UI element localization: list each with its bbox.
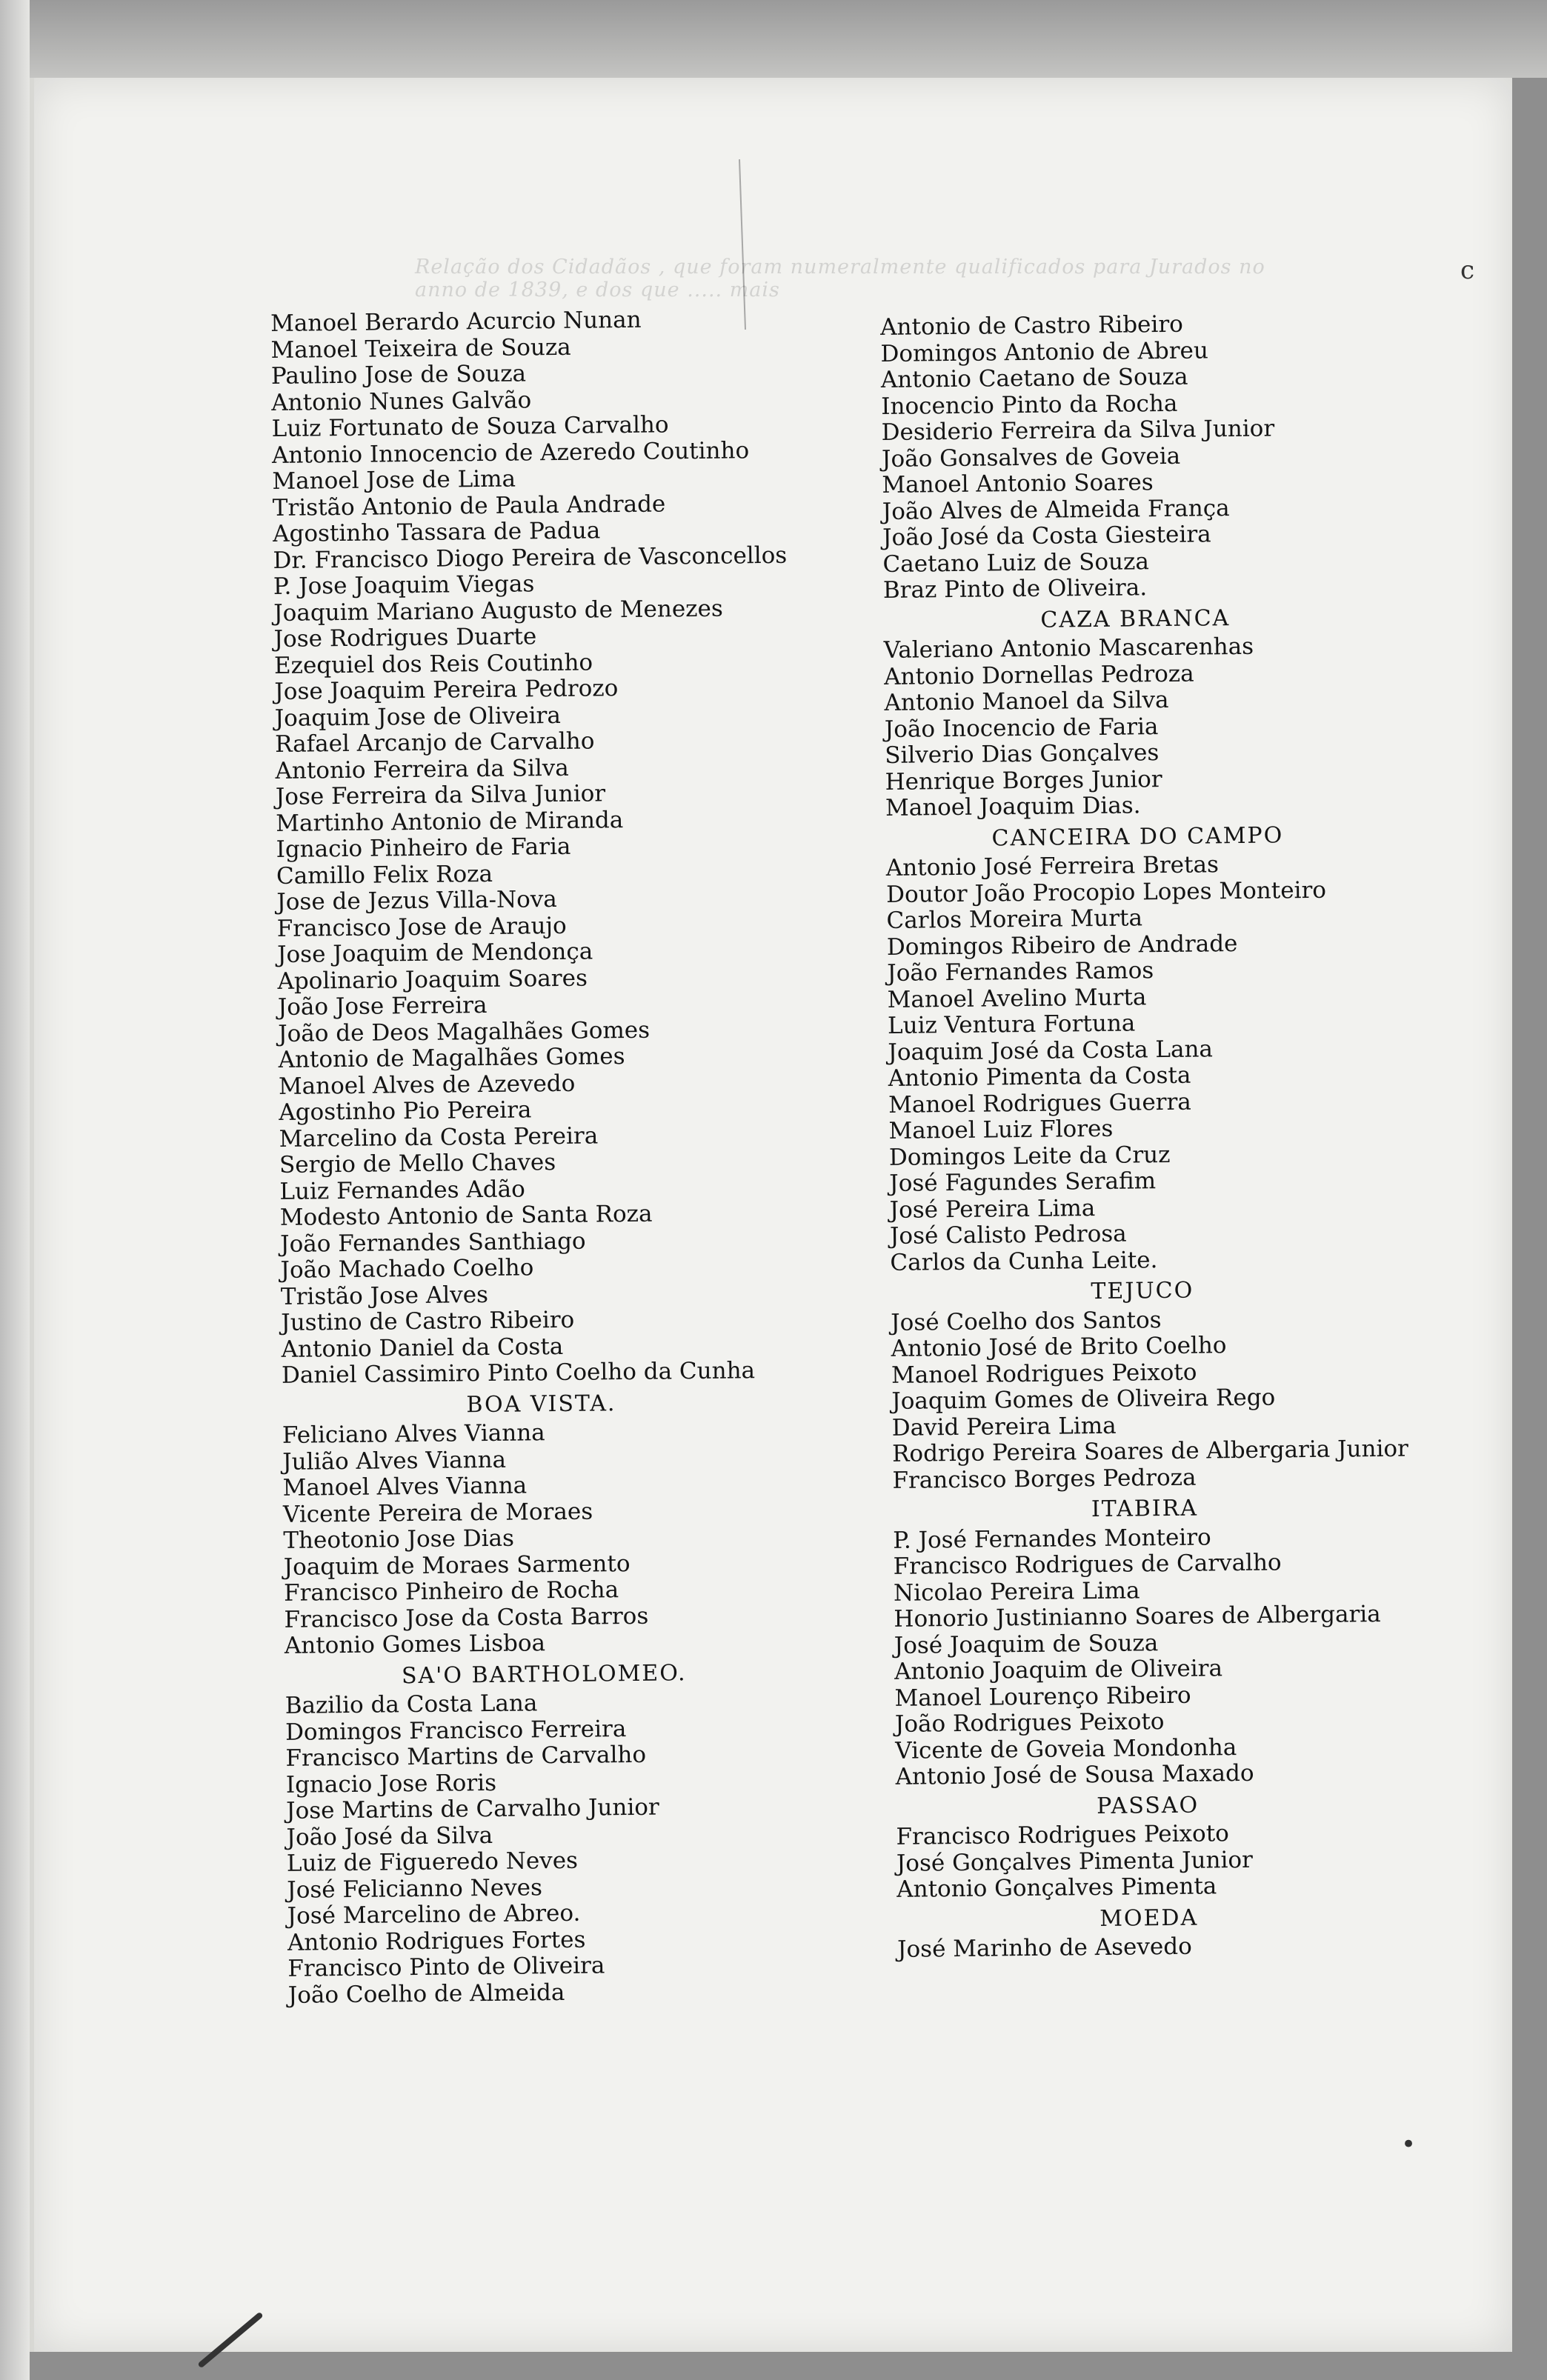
- left-name-entry: Antonio Gomes Lisboa: [284, 1630, 546, 1659]
- left-column-list: [270, 304, 896, 2008]
- left-name-entry: Francisco Jose de Araujo: [276, 912, 567, 942]
- left-name-entry: Sergio de Mello Chaves: [279, 1149, 556, 1179]
- left-name-entry: Camillo Felix Roza: [276, 860, 493, 890]
- right-name-entry: João Alves de Almeida França: [882, 494, 1230, 525]
- right-name-entry: Francisco Borges Pedroza: [892, 1464, 1197, 1494]
- left-name-entry: Tristão Jose Alves: [280, 1281, 489, 1310]
- left-name-entry: Antonio de Magalhães Gomes: [278, 1043, 625, 1073]
- right-section-heading: TEJUCO: [1091, 1277, 1194, 1305]
- scan-left-edge: [0, 0, 30, 2380]
- left-name-entry: Domingos Francisco Ferreira: [285, 1715, 627, 1746]
- left-name-entry: Ignacio Jose Roris: [285, 1769, 497, 1799]
- right-name-entry: João Gonsalves de Goveia: [881, 442, 1181, 473]
- left-name-entry: Manoel Alves de Azevedo: [278, 1070, 576, 1100]
- left-name-entry: Francisco Pinto de Oliveira: [287, 1952, 605, 1982]
- left-name-entry: Theotonio Jose Dias: [283, 1524, 515, 1554]
- right-name-entry: Nicolao Pereira Lima: [893, 1576, 1140, 1607]
- left-name-entry: Rafael Arcanjo de Carvalho: [274, 727, 595, 758]
- left-name-entry: José Felicianno Neves: [287, 1873, 543, 1904]
- left-name-entry: Luiz Fortunato de Souza Carvalho: [271, 411, 669, 442]
- left-name-entry: Manoel Jose de Lima: [272, 465, 516, 495]
- left-name-entry: Daniel Cassimiro Pinto Coelho da Cunha: [281, 1357, 756, 1389]
- left-name-entry: Jose Rodrigues Duarte: [273, 623, 537, 653]
- right-name-entry: Antonio Joaquim de Oliveira: [894, 1655, 1223, 1685]
- right-name-entry: Francisco Rodrigues de Carvalho: [893, 1549, 1282, 1580]
- left-name-entry: Jose de Jezus Villa-Nova: [276, 885, 557, 916]
- scan-top-edge: [0, 0, 1547, 78]
- left-name-entry: Agostinho Tassara de Padua: [272, 517, 601, 547]
- right-name-entry: Manoel Rodrigues Guerra: [888, 1088, 1192, 1119]
- right-section-heading: PASSAO: [1096, 1792, 1200, 1819]
- right-name-entry: Rodrigo Pereira Soares de Albergaria Junior: [891, 1435, 1409, 1467]
- right-name-entry: Manoel Lourenço Ribeiro: [894, 1681, 1191, 1712]
- right-name-entry: Desiderio Ferreira da Silva Junior: [881, 415, 1275, 446]
- right-name-entry: Carlos Moreira Murta: [886, 904, 1143, 934]
- bleed-through-header: Relação dos Cidadãos , que foram numeralmente qualificados para Jurados no anno de 1839, e dos que ..... mais: [415, 256, 1265, 301]
- right-name-entry: Manoel Avelino Murta: [887, 983, 1147, 1013]
- left-name-entry: Agostinho Pio Pereira: [279, 1096, 532, 1126]
- right-name-entry: João Rodrigues Peixoto: [894, 1708, 1165, 1738]
- right-name-entry: José Calisto Pedrosa: [889, 1220, 1127, 1250]
- left-name-entry: Jose Martins de Carvalho Junior: [286, 1793, 659, 1824]
- right-name-entry: Vicente de Goveia Mondonha: [895, 1733, 1237, 1764]
- right-section-heading: ITABIRA: [1091, 1495, 1199, 1523]
- right-section-heading: MOEDA: [1099, 1904, 1199, 1932]
- left-name-entry: Justino de Castro Ribeiro: [281, 1306, 575, 1336]
- right-name-entry: João Fernandes Ramos: [887, 957, 1154, 987]
- left-name-entry: Antonio Ferreira da Silva: [275, 754, 569, 784]
- right-name-entry: P. José Fernandes Monteiro: [893, 1523, 1211, 1554]
- right-name-entry: Caetano Luiz de Souza: [882, 547, 1150, 578]
- left-name-entry: José Marcelino de Abreo.: [287, 1899, 581, 1930]
- left-name-entry: P. Jose Joaquim Viegas: [273, 570, 535, 600]
- left-name-entry: Jose Joaquim de Mendonça: [276, 938, 593, 968]
- right-name-entry: Joaquim José da Costa Lana: [888, 1035, 1214, 1066]
- left-name-entry: Luiz Fernandes Adão: [279, 1175, 525, 1205]
- right-name-entry: Inocencio Pinto da Rocha: [881, 390, 1178, 420]
- right-name-entry: Manoel Rodrigues Peixoto: [891, 1359, 1197, 1389]
- left-name-entry: Jose Joaquim Pereira Pedrozo: [274, 675, 619, 705]
- margin-mark-top: c: [1460, 256, 1475, 285]
- left-name-entry: Ignacio Pinheiro de Faria: [276, 833, 571, 863]
- right-section-heading: CAZA BRANCA: [1040, 604, 1231, 633]
- right-name-entry: José Pereira Lima: [889, 1194, 1096, 1224]
- right-name-entry: Francisco Rodrigues Peixoto: [896, 1820, 1230, 1850]
- left-name-entry: Bazilio da Costa Lana: [285, 1690, 538, 1719]
- left-name-entry: Francisco Martins de Carvalho: [285, 1741, 647, 1772]
- right-column-list: [880, 308, 1505, 1963]
- right-name-entry: Luiz Ventura Fortuna: [887, 1010, 1136, 1039]
- right-name-entry: David Pereira Lima: [891, 1412, 1117, 1441]
- left-name-entry: Francisco Jose da Costa Barros: [284, 1602, 649, 1633]
- left-name-entry: Antonio Nunes Galvão: [271, 386, 532, 416]
- left-name-entry: Antonio Rodrigues Fortes: [287, 1926, 586, 1956]
- left-name-entry: Apolinario Joaquim Soares: [277, 964, 588, 995]
- right-name-entry: Henrique Borges Junior: [885, 765, 1162, 796]
- right-name-entry: José Joaquim de Souza: [894, 1629, 1159, 1659]
- right-name-entry: Braz Pinto de Oliveira.: [882, 574, 1148, 604]
- right-name-entry: Honorio Justinianno Soares de Albergaria: [894, 1601, 1381, 1633]
- left-name-entry: Manoel Berardo Acurcio Nunan: [270, 306, 642, 337]
- left-name-entry: Manoel Alves Vianna: [282, 1472, 528, 1501]
- right-name-entry: José Marinho de Asevedo: [896, 1933, 1192, 1963]
- left-name-entry: João Jose Ferreira: [277, 991, 488, 1021]
- left-name-entry: Modesto Antonio de Santa Roza: [279, 1200, 653, 1231]
- right-name-entry: Antonio José Ferreira Bretas: [885, 851, 1220, 881]
- left-name-entry: João Fernandes Santhiago: [280, 1227, 586, 1258]
- margin-mark-bottom: •: [1401, 2130, 1417, 2159]
- right-name-entry: João José da Costa Giesteira: [882, 521, 1211, 551]
- left-name-entry: Paulino Jose de Souza: [270, 360, 527, 390]
- right-name-entry: José Fagundes Serafim: [889, 1167, 1157, 1197]
- left-name-entry: Luiz de Figueredo Neves: [286, 1847, 579, 1877]
- right-name-entry: Carlos da Cunha Leite.: [890, 1246, 1158, 1276]
- right-name-entry: Antonio José de Sousa Maxado: [895, 1759, 1254, 1790]
- left-name-entry: Jose Ferreira da Silva Junior: [275, 780, 606, 810]
- left-name-entry: João de Deos Magalhães Gomes: [278, 1016, 651, 1047]
- right-name-entry: João Inocencio de Faria: [884, 713, 1159, 743]
- left-name-entry: Tristão Antonio de Paula Andrade: [272, 490, 666, 521]
- left-name-entry: Martinho Antonio de Miranda: [276, 806, 624, 837]
- left-name-entry: João Coelho de Almeida: [287, 1979, 565, 2009]
- right-name-entry: Antonio Dornellas Pedroza: [883, 660, 1194, 690]
- right-name-entry: Antonio Pimenta da Costa: [888, 1061, 1191, 1092]
- right-name-entry: Valeriano Antonio Mascarenhas: [883, 633, 1254, 664]
- left-name-entry: João Machado Coelho: [280, 1254, 534, 1284]
- right-name-entry: Antonio de Castro Ribeiro: [879, 310, 1184, 341]
- right-name-entry: José Coelho dos Santos: [891, 1306, 1162, 1336]
- left-name-entry: Joaquim Mariano Augusto de Menezes: [273, 595, 723, 627]
- right-name-entry: Domingos Leite da Cruz: [888, 1141, 1171, 1171]
- left-name-entry: Feliciano Alves Vianna: [282, 1419, 545, 1449]
- left-name-entry: Antonio Daniel da Costa: [281, 1333, 564, 1363]
- left-name-entry: Joaquim de Moraes Sarmento: [283, 1550, 631, 1581]
- right-name-entry: Antonio Manoel da Silva: [884, 686, 1169, 716]
- right-name-entry: Domingos Antonio de Abreu: [880, 336, 1209, 367]
- left-name-entry: Antonio Innocencio de Azeredo Coutinho: [271, 436, 750, 469]
- right-name-entry: Joaquim Gomes de Oliveira Rego: [891, 1384, 1276, 1415]
- left-name-entry: Manoel Teixeira de Souza: [270, 333, 571, 364]
- page-crease: [739, 159, 746, 330]
- left-name-entry: Ezequiel dos Reis Coutinho: [273, 648, 593, 679]
- right-name-entry: José Gonçalves Pimenta Junior: [896, 1846, 1254, 1877]
- left-name-entry: Joaquim Jose de Oliveira: [274, 701, 562, 732]
- right-name-entry: Antonio Caetano de Souza: [880, 363, 1188, 393]
- right-name-entry: Antonio José de Brito Coelho: [891, 1332, 1227, 1362]
- right-name-entry: Manoel Luiz Flores: [888, 1115, 1114, 1144]
- right-name-entry: Doutor João Procopio Lopes Monteiro: [886, 876, 1327, 908]
- left-section-heading: BOA VISTA.: [466, 1390, 616, 1418]
- right-name-entry: Manoel Joaquim Dias.: [885, 792, 1141, 821]
- right-section-heading: CANCEIRA DO CAMPO: [991, 821, 1284, 851]
- left-section-heading: SA'O BARTHOLOMEO.: [401, 1659, 687, 1689]
- left-name-entry: Dr. Francisco Diogo Pereira de Vasconcellos: [273, 541, 788, 574]
- right-name-entry: Silverio Dias Gonçalves: [885, 739, 1160, 769]
- pen-tip: [197, 2312, 263, 2369]
- right-name-entry: Domingos Ribeiro de Andrade: [886, 930, 1238, 961]
- right-name-entry: Antonio Gonçalves Pimenta: [896, 1873, 1217, 1903]
- left-name-entry: Vicente Pereira de Moraes: [282, 1498, 593, 1528]
- left-name-entry: Julião Alves Vianna: [282, 1446, 507, 1476]
- right-name-entry: Manoel Antonio Soares: [882, 469, 1154, 499]
- left-name-entry: João José da Silva: [286, 1821, 493, 1851]
- left-name-entry: Marcelino da Costa Pereira: [279, 1121, 599, 1153]
- left-name-entry: Francisco Pinheiro de Rocha: [283, 1576, 619, 1607]
